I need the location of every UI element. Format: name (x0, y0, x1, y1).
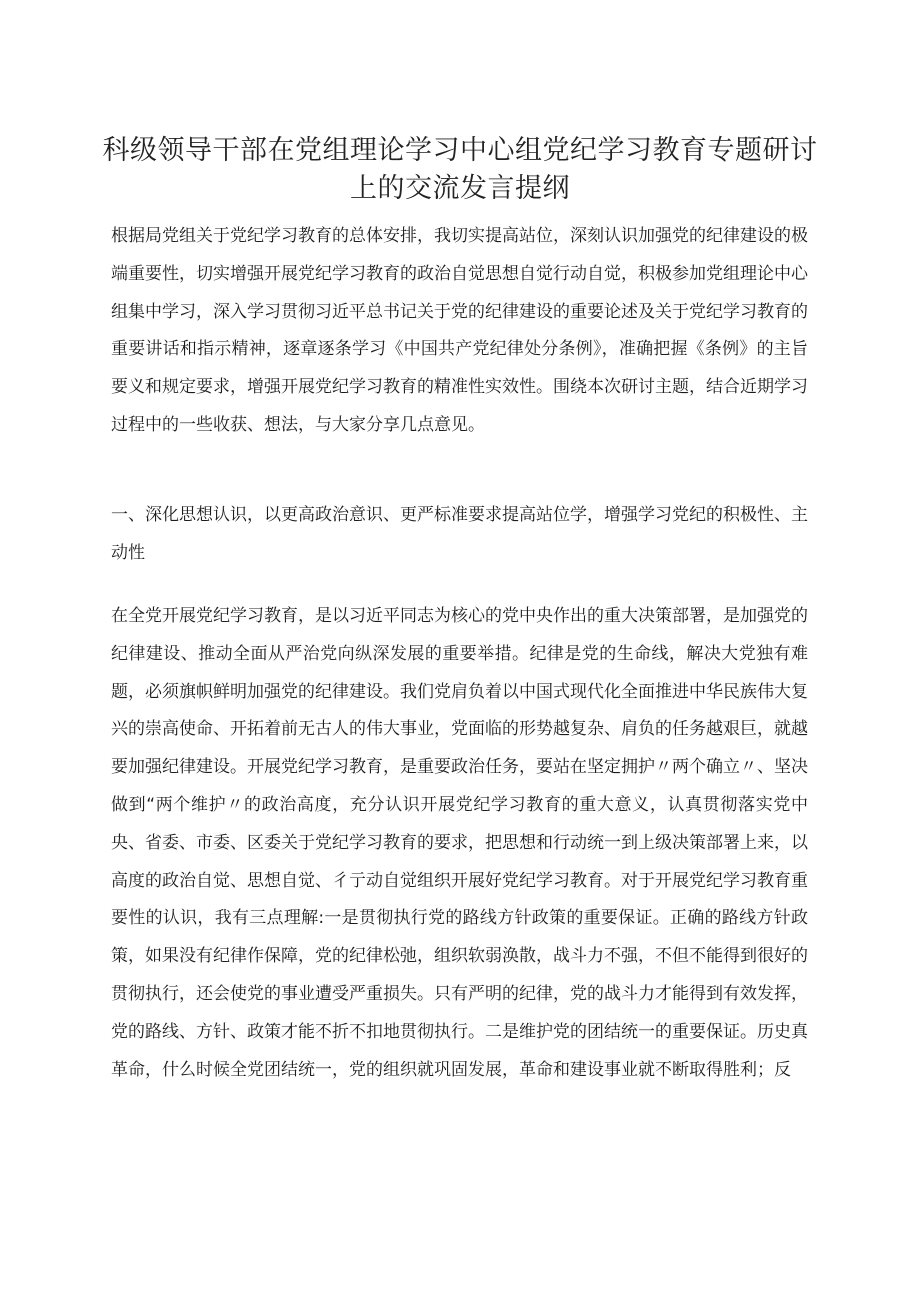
document-title: 科级领导干部在党组理论学习中心组党纪学习教育专题研讨上的交流发言提纲 (102, 135, 818, 204)
section-1-paragraph: 在全党开展党纪学习教育，是以习近平同志为核心的党中央作出的重大决策部署，是加强党的纪律建设、推动全面从严治党向纵深发展的重要举措。纪律是党的生命线，解决大党独有难题，必须旗帜鲜明加强党的纪律建设。我们党肩负着以中国式现代化全面推进中华民族伟大复兴的崇高使命、开拓着前无古人的伟大事业，党面临的形势越复杂、肩负的任务越艰巨，就越要加强纪律建设。开展党纪学习教育，是重要政治任务，要站在坚定拥护〃两个确立〃、坚决做到“两个维护〃的政治高度，充分认识开展党纪学习教育的重大意义，认真贯彻落实党中央、省委、市委、区委关于党纪学习教育的要求，把思想和行动统一到上级决策部署上来，以高度的政治自觉、思想自觉、彳亍动自觉组织开展好党纪学习教育。对于开展党纪学习教育重要性的认识，我有三点理解:一是贯彻执行党的路线方针政策的重要保证。正确的路线方针政策，如果没有纪律作保障，党的纪律松弛，组织软弱涣散，战斗力不强，不但不能得到很好的贯彻执行，还会使党的事业遭受严重损失。只有严明的纪律，党的战斗力才能得到有效发挥，党的路线、方针、政策才能不折不扣地贯彻执行。二是维护党的团结统一的重要保证。历史真革命，什么时候全党团结统一，党的组织就巩固发展，革命和建设事业就不断取得胜利；反 (111, 606, 808, 1080)
section-heading-1: 一、深化思想认识，以更高政治意识、更严标准要求提高站位学，增强学习党纪的积极性、主动性 (111, 505, 808, 563)
intro-paragraph: 根据局党组关于党纪学习教育的总体安排，我切实提高站位，深刻认识加强党的纪律建设的极端重要性，切实增强开展党纪学习教育的政治自觉思想自觉行动自觉，积极参加党组理论中心组集中学习，深入学习贯彻习近平总书记关于党的纪律建设的重要论述及关于党纪学习教育的重要讲话和指示精神，逐章逐条学习《中国共产党纪律处分条例》，准确把握《条例》的主旨要义和规定要求，增强开展党纪学习教育的精准性实效性。围绕本次研讨主题，结合近期学习过程中的一些收获、想法，与大家分享几点意见。 (111, 226, 808, 435)
